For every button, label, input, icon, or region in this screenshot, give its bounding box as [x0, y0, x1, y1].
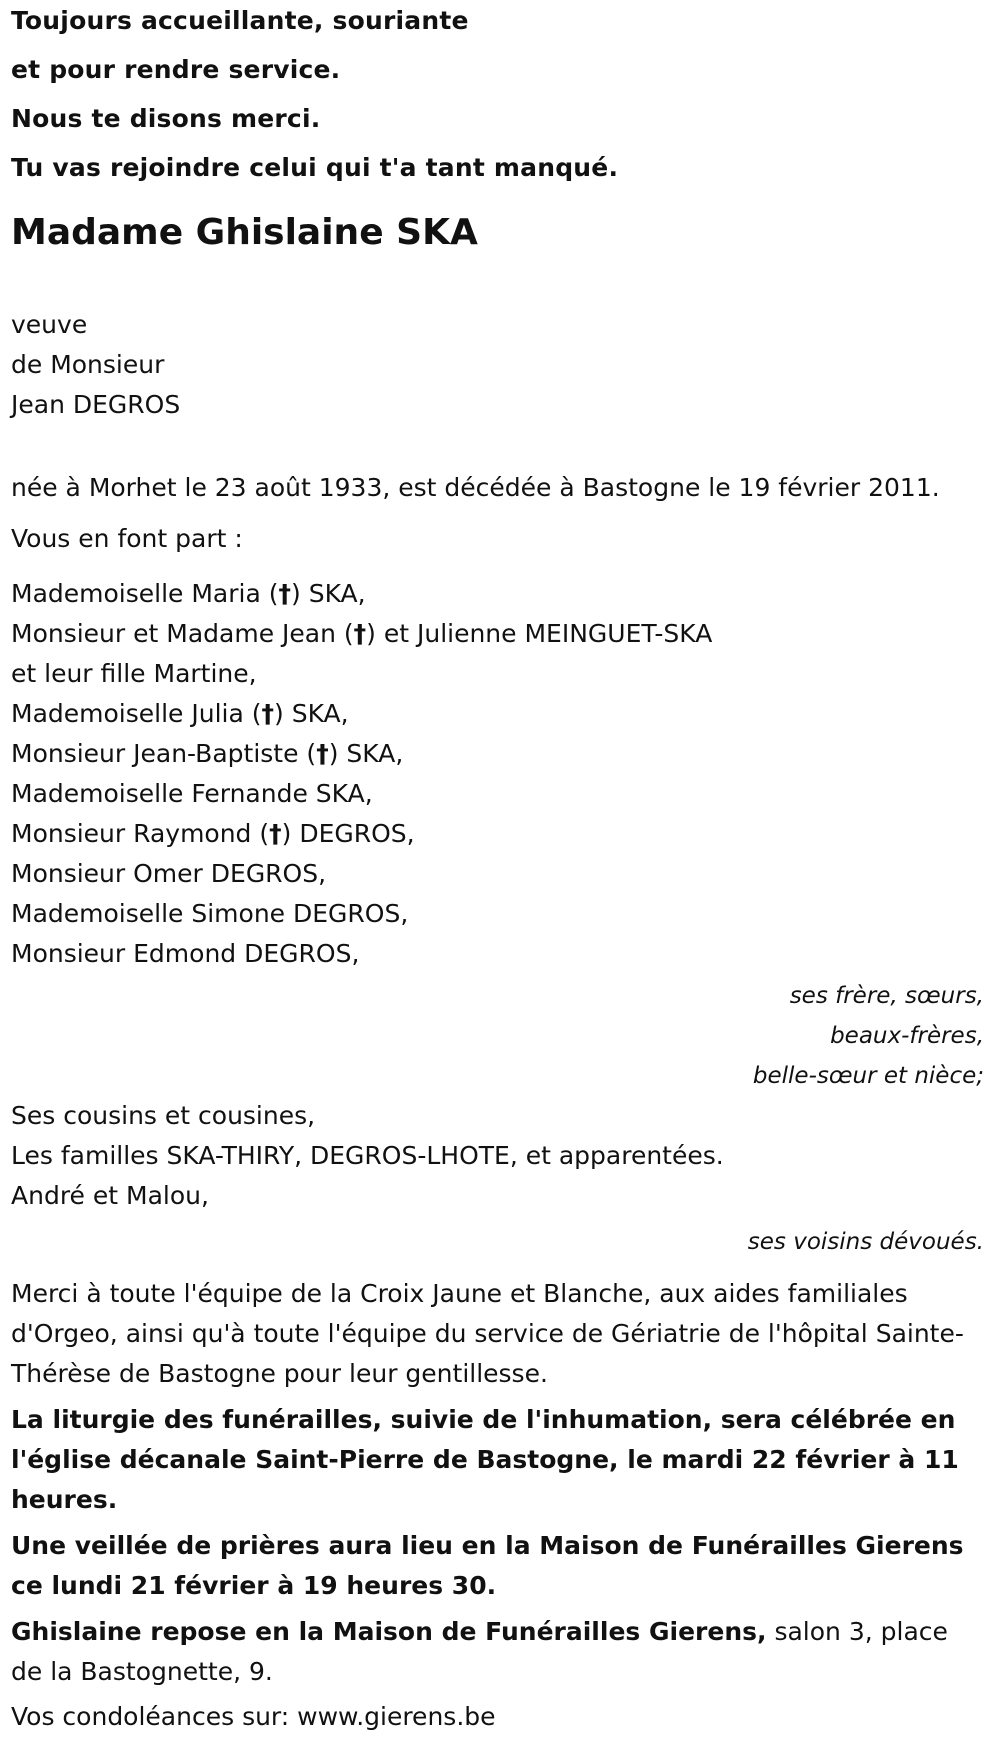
cross-icon: † [261, 699, 274, 728]
family-member: Monsieur Edmond DEGROS, [11, 939, 360, 968]
opening-verse [11, 0, 984, 180]
family-member: Monsieur Omer DEGROS, [11, 859, 327, 888]
family-relation [11, 976, 984, 1096]
vigil-paragraph: Une veillée de prières aura lieu en la Maison de Funérailles Gierens ce lundi 21 février à 19 heures 30. [11, 1531, 964, 1600]
family-member: Mademoiselle Julia (†) SKA, [11, 699, 349, 728]
widow-of [11, 305, 984, 425]
cross-icon: † [269, 819, 282, 848]
family-member: Monsieur Raymond (†) DEGROS, [11, 819, 415, 848]
family-list [11, 574, 984, 974]
announcement-intro: Vous en font part : [11, 524, 243, 553]
deceased-name: Madame Ghislaine SKA [11, 212, 478, 253]
thanks-paragraph: Merci à toute l'équipe de la Croix Jaune et Blanche, aux aides familiales d'Orgeo, ainsi qu'à toute l'équipe du service de Gériatrie de l'hôpital Sainte-Thérèse de Bastogne pour leur gentillesse. [11, 1279, 964, 1388]
widow-line: de Monsieur [11, 350, 165, 379]
rest-location-address: salon 3, place de la Bastognette, 9. [11, 1617, 948, 1686]
cross-icon: † [278, 579, 291, 608]
mourner-line: Les familles SKA-THIRY, DEGROS-LHOTE, et apparentées. [11, 1141, 724, 1170]
widow-line: Jean DEGROS [11, 390, 181, 419]
family-member: et leur fille Martine, [11, 659, 257, 688]
rest-location-bold: Ghislaine repose en la Maison de Funérailles Gierens, [11, 1617, 767, 1646]
liturgy-paragraph: La liturgie des funérailles, suivie de l'inhumation, sera célébrée en l'église décanale Saint-Pierre de Bastogne, le mardi 22 février à 11 heures. [11, 1405, 959, 1514]
family-member: Monsieur Jean-Baptiste (†) SKA, [11, 739, 404, 768]
family-member: Mademoiselle Maria (†) SKA, [11, 579, 366, 608]
condolences-link[interactable]: Vos condoléances sur: www.gierens.be [11, 1702, 496, 1731]
family-member: Monsieur et Madame Jean (†) et Julienne MEINGUET-SKA [11, 619, 713, 648]
opening-line: Toujours accueillante, souriante [11, 6, 469, 35]
cross-icon: † [316, 739, 329, 768]
relation-line: beaux-frères, [830, 1023, 984, 1049]
family-member: Mademoiselle Fernande SKA, [11, 779, 373, 808]
mourner-line: André et Malou, [11, 1181, 209, 1210]
opening-line: Tu vas rejoindre celui qui t'a tant manqué. [11, 153, 619, 182]
family-member: Mademoiselle Simone DEGROS, [11, 899, 409, 928]
opening-line: Nous te disons merci. [11, 104, 321, 133]
other-mourners [11, 1096, 984, 1216]
mourner-line: Ses cousins et cousines, [11, 1101, 316, 1130]
opening-line: et pour rendre service. [11, 55, 341, 84]
cross-icon: † [353, 619, 367, 648]
relation-line: ses frère, sœurs, [789, 983, 984, 1009]
relation-line: belle-sœur et nièce; [752, 1063, 984, 1089]
birth-death-statement: née à Morhet le 23 août 1933, est décédée à Bastogne le 19 février 2011. [11, 473, 940, 502]
neighbors-relation: ses voisins dévoués. [747, 1229, 984, 1255]
rest-location [11, 1612, 984, 1692]
widow-line: veuve [11, 310, 88, 339]
